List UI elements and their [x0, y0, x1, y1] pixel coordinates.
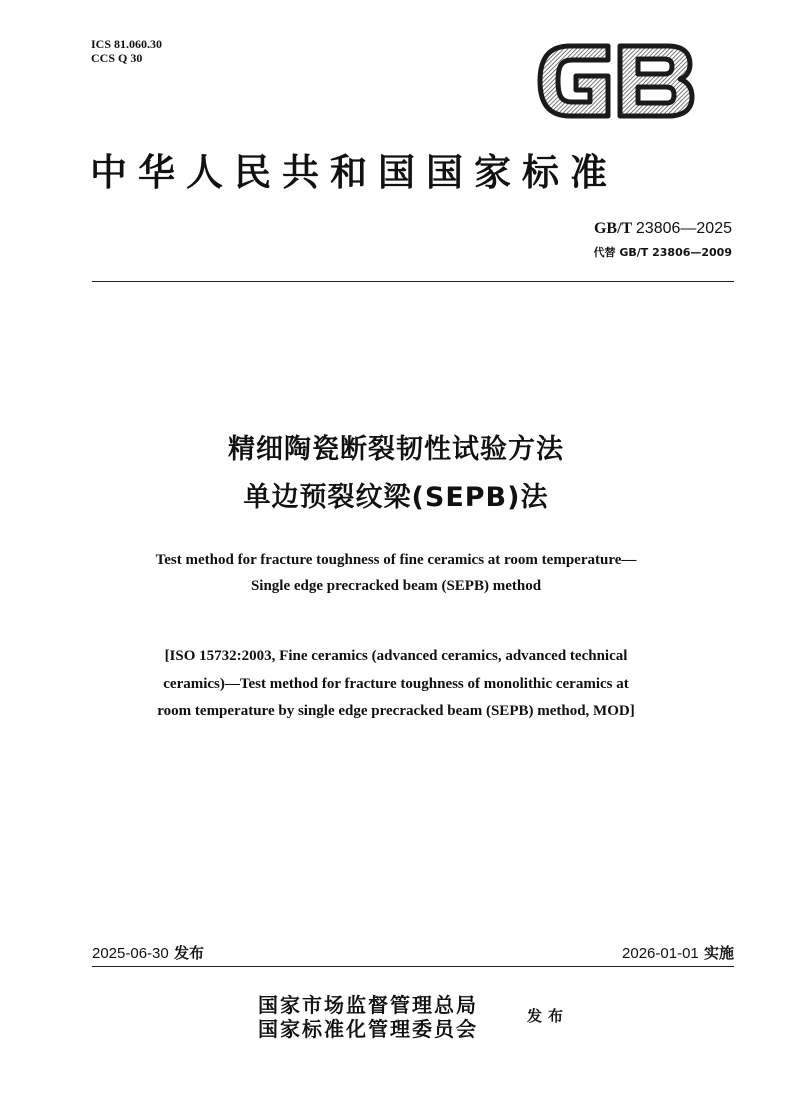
replaces-standard: 代替 GB/T 23806—2009	[593, 246, 732, 259]
standard-number	[594, 219, 732, 239]
implementation-date-value: 2026-01-01	[622, 945, 699, 962]
gb-logo-icon	[536, 42, 696, 120]
logo-letter-g	[540, 46, 608, 116]
iso-reference-line-2: ceramics)—Test method for fracture toughness of monolithic ceramics at	[163, 676, 629, 692]
issue-date-value: 2025-06-30	[92, 945, 169, 962]
issue-date-label: 发布	[168, 944, 204, 962]
issuer-line-2: 国家标准化管理委员会	[258, 1017, 478, 1041]
logo-letter-b	[620, 46, 692, 116]
chinese-title-line-1: 精细陶瓷断裂韧性试验方法	[228, 434, 564, 465]
bottom-divider	[92, 966, 734, 967]
english-title-line-2: Single edge precracked beam (SEPB) method	[250, 578, 542, 594]
implementation-date-label: 实施	[698, 944, 734, 962]
english-title-line-1: Test method for fracture toughness of fine ceramics at room temperature—	[155, 552, 637, 568]
issuer-line-1: 国家市场监督管理总局	[258, 993, 478, 1017]
publish-label: 发布	[527, 1007, 570, 1025]
implementation-date	[622, 944, 734, 963]
standard-prefix: GB/T	[593, 220, 636, 237]
classification-codes	[91, 37, 162, 65]
top-divider	[92, 281, 734, 282]
iso-reference-line-3: room temperature by single edge precracked beam (SEPB) method, MOD]	[157, 703, 635, 719]
chinese-title-line-2: 单边预裂纹梁(SEPB)法	[243, 482, 549, 513]
iso-reference-line-1: [ISO 15732:2003, Fine ceramics (advanced ceramics, advanced technical	[164, 648, 628, 664]
ccs-code: CCS Q 30	[91, 51, 143, 65]
ics-code: ICS 81.060.30	[91, 37, 163, 51]
issue-date	[92, 944, 204, 963]
national-standard-title: 中华人民共和国国家标准	[90, 150, 618, 194]
standard-number-value: 23806—2025	[635, 220, 732, 237]
